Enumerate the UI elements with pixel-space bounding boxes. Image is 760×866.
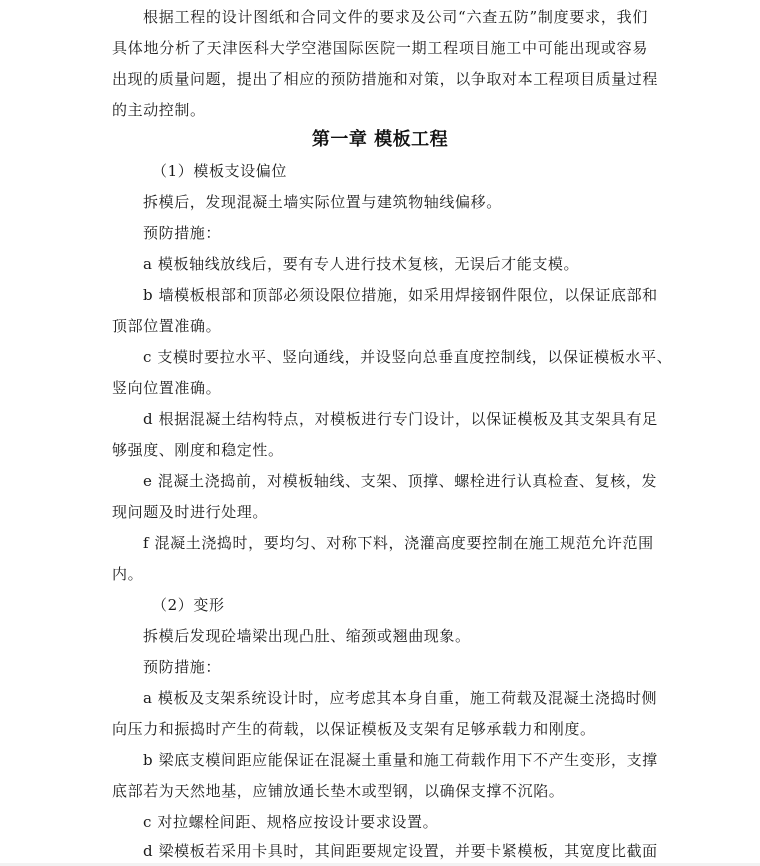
measure-2b-line-1: b 梁底支模间距应能保证在混凝土重量和施工荷载作用下不产生变形，支撑 [143, 751, 658, 769]
measure-2a-line-2: 向压力和振捣时产生的荷载，以保证模板及支架有足够承载力和刚度。 [112, 720, 596, 738]
measure-2b-line-2: 底部若为天然地基，应铺放通长垫木或型钢，以确保支撑不沉陷。 [112, 782, 565, 800]
section-1-problem: 拆模后，发现混凝土墙实际位置与建筑物轴线偏移。 [143, 193, 502, 211]
measure-b-line-2: 顶部位置准确。 [112, 317, 222, 335]
measure-f-line-1: f 混凝土浇捣时，要均匀、对称下料，浇灌高度要控制在施工规范允许范围 [143, 534, 654, 552]
measure-d-line-2: 够强度、刚度和稳定性。 [112, 441, 284, 459]
intro-line-1: 根据工程的设计图纸和合同文件的要求及公司“六查五防”制度要求，我们 [143, 8, 648, 26]
chapter-title: 第一章 模板工程 [311, 129, 449, 150]
section-1-heading: （1）模板支设偏位 [152, 162, 287, 180]
measure-2c-line-1: c 对拉螺栓间距、规格应按设计要求设置。 [143, 813, 439, 831]
section-2-heading: （2）变形 [152, 596, 225, 614]
section-2-problem: 拆模后发现砼墙梁出现凸肚、缩颈或翘曲现象。 [143, 627, 471, 645]
measure-e-line-2: 现问题及时进行处理。 [112, 503, 269, 521]
section-2-measures-label: 预防措施： [143, 658, 222, 676]
section-1-measures-label: 预防措施： [143, 224, 222, 242]
measure-2d-line-1: d 梁模板若采用卡具时，其间距要规定设置，并要卡紧模板，其宽度比截面 [143, 842, 658, 860]
measure-e-line-1: e 混凝土浇捣前，对模板轴线、支架、顶撑、螺栓进行认真检查、复核，发 [143, 472, 658, 490]
measure-c-line-2: 竖向位置准确。 [112, 379, 222, 397]
measure-a-line-1: a 模板轴线放线后，要有专人进行技术复核，无误后才能支模。 [143, 255, 580, 273]
intro-line-2: 具体地分析了天津医科大学空港国际医院一期工程项目施工中可能出现或容易 [112, 39, 648, 57]
measure-2a-line-1: a 模板及支架系统设计时，应考虑其本身自重，施工荷载及混凝土浇捣时侧 [143, 689, 658, 707]
measure-d-line-1: d 根据混凝土结构特点，对模板进行专门设计，以保证模板及其支架具有足 [143, 410, 658, 428]
measure-c-line-1: c 支模时要拉水平、竖向通线，并设竖向总垂直度控制线，以保证模板水平、 [143, 348, 673, 366]
measure-b-line-1: b 墙模板根部和顶部必须设限位措施，如采用焊接钢件限位，以保证底部和 [143, 286, 658, 304]
intro-line-3: 出现的质量问题，提出了相应的预防措施和对策，以争取对本工程项目质量过程 [112, 70, 659, 88]
intro-line-4: 的主动控制。 [112, 101, 206, 119]
measure-f-line-2: 内。 [112, 565, 144, 583]
